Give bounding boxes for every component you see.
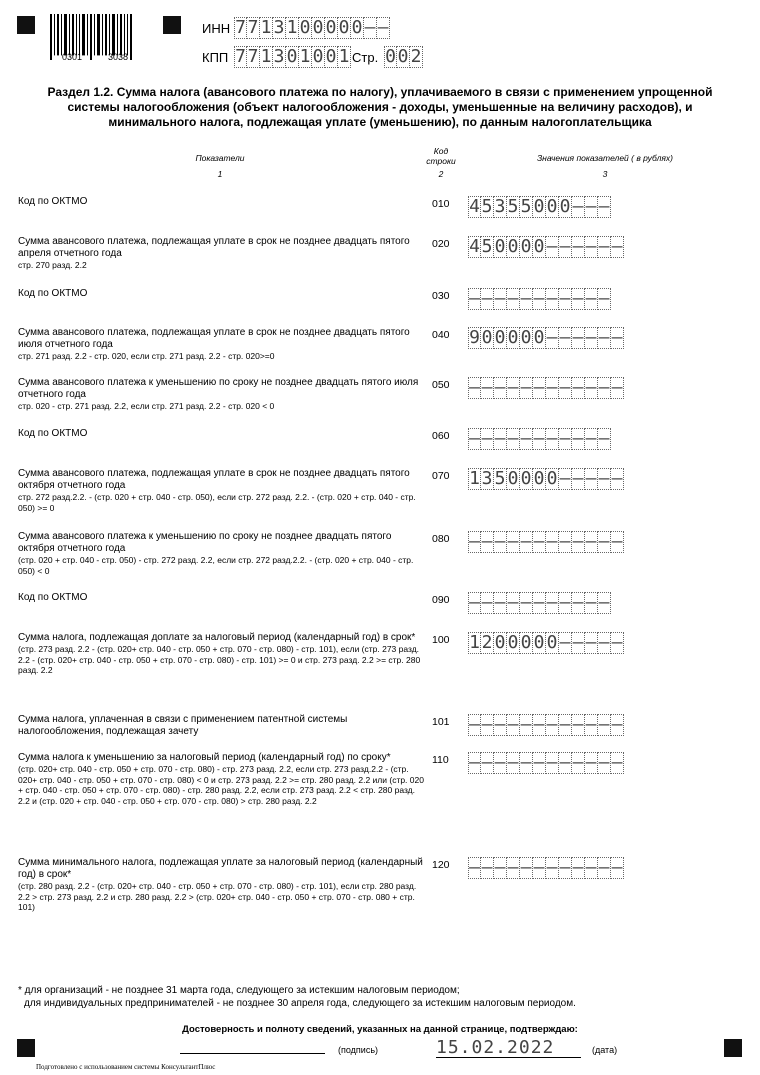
digit-cell[interactable]: – xyxy=(533,714,545,735)
digit-cell[interactable]: – xyxy=(546,857,558,878)
digit-cell[interactable]: – xyxy=(520,857,532,878)
digit-cell[interactable]: – xyxy=(559,236,571,257)
column-header-values: Значения показателей ( в рублях) xyxy=(536,153,674,163)
row-label-text: Сумма авансового платежа, подлежащая уплате в срок не позднее двадцать пятого октября отчетного года xyxy=(18,468,410,491)
digit-cell[interactable]: – xyxy=(546,236,558,257)
row-label-110 xyxy=(18,752,428,806)
digit-cell[interactable]: – xyxy=(611,531,623,552)
digit-cell[interactable]: 0 xyxy=(533,196,545,217)
row-label-text: Код по ОКТМО xyxy=(18,288,88,299)
digit-cell[interactable]: – xyxy=(598,428,610,449)
digit-cell[interactable]: 5 xyxy=(481,196,493,217)
digit-cell[interactable]: 1 xyxy=(338,46,350,67)
digit-cell[interactable]: 0 xyxy=(520,327,532,348)
row-label-120 xyxy=(18,857,428,913)
digit-cell[interactable]: – xyxy=(481,592,493,613)
row-label-text: Сумма налога к уменьшению за налоговый период (календарный год) по сроку* xyxy=(18,752,391,763)
digit-cell[interactable]: 0 xyxy=(546,196,558,217)
digit-cell[interactable]: – xyxy=(546,752,558,773)
column-number-3: 3 xyxy=(602,169,608,179)
digit-cell[interactable]: – xyxy=(598,632,610,653)
row-label-text: Сумма минимального налога, подлежащая уплате за налоговый период (календарный год) в срок* xyxy=(18,857,423,880)
digit-cell[interactable]: 0 xyxy=(533,236,545,257)
digit-cell[interactable]: – xyxy=(611,377,623,398)
row-label-080 xyxy=(18,531,428,576)
corner-marker-bottom-right xyxy=(724,1039,742,1057)
digit-cell[interactable]: – xyxy=(559,327,571,348)
row-label-030 xyxy=(18,288,428,300)
row-label-020 xyxy=(18,236,428,271)
row-code-070: 070 xyxy=(432,470,450,482)
digit-cell[interactable]: 3 xyxy=(494,196,506,217)
digit-cell[interactable]: 2 xyxy=(410,46,422,67)
digit-cell[interactable]: 5 xyxy=(520,196,532,217)
digit-cell[interactable]: – xyxy=(494,428,506,449)
digit-cell[interactable]: – xyxy=(494,288,506,309)
digit-cell[interactable]: 0 xyxy=(546,632,558,653)
digit-cell[interactable]: 0 xyxy=(533,632,545,653)
digit-cell[interactable]: – xyxy=(469,531,480,552)
row-label-text: Сумма налога, уплаченная в связи с применением патентной системы налогообложения, подлежащая зачету xyxy=(18,714,348,737)
digit-cell[interactable]: – xyxy=(598,592,610,613)
digit-cell[interactable]: – xyxy=(520,288,532,309)
digit-cell[interactable]: – xyxy=(572,632,584,653)
digit-cell[interactable]: 3 xyxy=(481,468,493,489)
digit-cell[interactable]: – xyxy=(559,377,571,398)
digit-cell[interactable]: – xyxy=(559,468,571,489)
digit-cell[interactable]: 5 xyxy=(507,196,519,217)
row-label-100 xyxy=(18,632,428,676)
row-label-090 xyxy=(18,592,428,604)
digit-cell[interactable]: – xyxy=(481,857,493,878)
digit-cell[interactable]: – xyxy=(585,196,597,217)
row-code-010: 010 xyxy=(432,198,450,210)
row-label-101 xyxy=(18,714,428,738)
row-value-060 xyxy=(468,428,611,450)
digit-cell[interactable]: – xyxy=(494,531,506,552)
date-label: (дата) xyxy=(592,1045,618,1055)
digit-cell[interactable]: 0 xyxy=(546,468,558,489)
digit-cell[interactable]: – xyxy=(520,752,532,773)
row-value-101 xyxy=(468,714,624,736)
row-value-040 xyxy=(468,327,624,349)
digit-cell[interactable]: – xyxy=(520,714,532,735)
digit-cell[interactable]: – xyxy=(559,288,571,309)
corner-marker-top-left xyxy=(17,16,35,34)
digit-cell[interactable]: – xyxy=(585,857,597,878)
row-formula: стр. 020 - стр. 271 разд. 2.2, если стр. 271 разд. 2.2 - стр. 020 < 0 xyxy=(18,401,275,411)
column-number-1: 1 xyxy=(217,169,223,179)
digit-cell[interactable]: – xyxy=(469,752,480,773)
digit-cell[interactable]: – xyxy=(559,752,571,773)
digit-cell[interactable]: – xyxy=(507,592,519,613)
digit-cell[interactable]: – xyxy=(481,428,493,449)
digit-cell[interactable]: – xyxy=(572,592,584,613)
digit-cell[interactable]: – xyxy=(546,714,558,735)
digit-cell[interactable]: – xyxy=(364,17,376,38)
row-value-100 xyxy=(468,632,624,654)
barcode-number-right: 3038 xyxy=(108,52,129,62)
signature-line[interactable] xyxy=(180,1053,325,1054)
digit-cell[interactable]: – xyxy=(546,531,558,552)
digit-cell[interactable]: – xyxy=(572,714,584,735)
row-formula: стр. 271 разд. 2.2 - стр. 020, если стр. 271 разд. 2.2 - стр. 020>=0 xyxy=(18,351,275,361)
digit-cell[interactable]: – xyxy=(598,288,610,309)
row-formula: (стр. 020 + стр. 040 - стр. 050) - стр. 272 разд. 2.2, если стр. 272 разд.2.2. - (стр. 020 + стр. 040 - стр. 050) < 0 xyxy=(18,555,414,576)
digit-cell[interactable]: – xyxy=(611,327,623,348)
digit-cell[interactable]: – xyxy=(520,428,532,449)
digit-cell[interactable]: – xyxy=(598,196,610,217)
digit-cell[interactable]: – xyxy=(507,288,519,309)
row-label-text: Сумма авансового платежа, подлежащая уплате в срок не позднее двадцать пятого июля отчетного года xyxy=(18,327,410,350)
digit-cell[interactable]: – xyxy=(572,327,584,348)
digit-cell[interactable]: – xyxy=(533,531,545,552)
digit-cell[interactable]: – xyxy=(585,468,597,489)
column-number-2: 2 xyxy=(438,169,444,179)
digit-cell[interactable]: – xyxy=(559,714,571,735)
corner-marker-bottom-left xyxy=(17,1039,35,1057)
digit-cell[interactable]: – xyxy=(494,592,506,613)
digit-cell[interactable]: – xyxy=(481,377,493,398)
digit-cell[interactable]: – xyxy=(507,377,519,398)
row-formula: (стр. 020+ стр. 040 - стр. 050 + стр. 070 - стр. 080) - стр. 273 разд. 2.2, если стр. 273 разд.2.2 - (стр. 020+ стр. 040 - стр. 050 + стр. 070 - стр. 080) < 0 и стр. 273 разд. 2.2 >= стр. 280 разд. 2.2 или (стр. 020 + стр. 040 - стр. 050 + стр. 070 - стр. 080) - стр. 280 разд. 2.2, если стр. 273 разд. 2.2 < стр. 280 разд. 2.2 и (стр. 020 + стр. 040 - стр. 050 + стр. 070 - стр. 080) > стр. 280 разд. 2.2 xyxy=(18,764,424,806)
digit-cell[interactable]: 0 xyxy=(533,327,545,348)
digit-cell[interactable]: – xyxy=(507,531,519,552)
row-label-text: Код по ОКТМО xyxy=(18,428,88,439)
digit-cell[interactable]: – xyxy=(585,632,597,653)
row-label-060 xyxy=(18,428,428,440)
row-code-040: 040 xyxy=(432,329,450,341)
digit-cell[interactable]: 0 xyxy=(312,17,324,38)
digit-cell[interactable]: 0 xyxy=(533,468,545,489)
row-formula: стр. 272 разд.2.2. - (стр. 020 + стр. 040 - стр. 050), если стр. 272 разд. 2.2. - (стр. 020 + стр. 040 - стр. 050) >= 0 xyxy=(18,492,416,513)
row-code-080: 080 xyxy=(432,533,450,545)
digit-cell[interactable]: – xyxy=(469,857,480,878)
digit-cell[interactable]: – xyxy=(546,428,558,449)
digit-cell[interactable]: 1 xyxy=(260,17,272,38)
digit-cell[interactable]: – xyxy=(494,752,506,773)
digit-cell[interactable]: – xyxy=(572,196,584,217)
digit-cell[interactable]: – xyxy=(546,377,558,398)
row-label-text: Сумма налога, подлежащая доплате за налоговый период (календарный год) в срок* xyxy=(18,632,416,643)
digit-cell[interactable]: – xyxy=(469,592,480,613)
digit-cell[interactable]: – xyxy=(559,531,571,552)
row-value-120 xyxy=(468,857,624,879)
digit-cell[interactable]: – xyxy=(546,592,558,613)
digit-cell[interactable]: – xyxy=(572,468,584,489)
digit-cell[interactable]: – xyxy=(520,377,532,398)
row-value-030 xyxy=(468,288,611,310)
row-formula: (стр. 273 разд. 2.2 - (стр. 020+ стр. 040 - стр. 050 + стр. 070 - стр. 080) - стр. 101), если (стр. 273 разд. 2.2 - (стр. 020+ стр. 040 - стр. 050 + стр. 070 - стр. 080) - стр. 101) >= 0 и стр. 273 разд. 2.2 >= стр. 280 разд. 2.2 xyxy=(18,644,421,675)
row-code-110: 110 xyxy=(432,754,449,766)
digit-cell[interactable]: 0 xyxy=(520,632,532,653)
digit-cell[interactable]: – xyxy=(494,857,506,878)
row-label-010 xyxy=(18,196,428,208)
digit-cell[interactable]: 7 xyxy=(247,46,259,67)
digit-cell[interactable]: – xyxy=(585,531,597,552)
digit-cell[interactable]: – xyxy=(572,377,584,398)
digit-cell[interactable]: – xyxy=(507,752,519,773)
digit-cell[interactable]: 0 xyxy=(494,236,506,257)
row-label-text: Сумма авансового платежа, подлежащая уплате в срок не позднее двадцать пятого апреля отчетного года xyxy=(18,236,410,259)
digit-cell[interactable]: – xyxy=(559,592,571,613)
row-label-070 xyxy=(18,468,428,513)
digit-cell[interactable]: – xyxy=(546,327,558,348)
row-formula: стр. 270 разд. 2.2 xyxy=(18,260,87,270)
digit-cell[interactable]: – xyxy=(611,632,623,653)
digit-cell[interactable]: – xyxy=(533,857,545,878)
digit-cell[interactable]: – xyxy=(559,857,571,878)
digit-cell[interactable]: – xyxy=(507,714,519,735)
date-line xyxy=(436,1057,581,1058)
digit-cell[interactable]: 0 xyxy=(397,46,409,67)
digit-cell[interactable]: 2 xyxy=(481,632,493,653)
digit-cell[interactable]: 0 xyxy=(507,327,519,348)
row-value-020 xyxy=(468,236,624,258)
row-value-110 xyxy=(468,752,624,774)
digit-cell[interactable]: – xyxy=(559,428,571,449)
digit-cell[interactable]: 0 xyxy=(286,46,298,67)
digit-cell[interactable]: 0 xyxy=(312,46,324,67)
digit-cell[interactable]: 7 xyxy=(235,17,246,38)
digit-cell[interactable]: – xyxy=(611,752,623,773)
row-value-050 xyxy=(468,377,624,399)
row-code-030: 030 xyxy=(432,290,450,302)
digit-cell[interactable]: – xyxy=(611,468,623,489)
row-value-010 xyxy=(468,196,611,218)
kpp-label: КПП xyxy=(202,50,229,65)
digit-cell[interactable]: 0 xyxy=(559,196,571,217)
digit-cell[interactable]: – xyxy=(520,531,532,552)
row-value-090 xyxy=(468,592,611,614)
digit-cell[interactable]: – xyxy=(520,592,532,613)
row-value-070 xyxy=(468,468,624,490)
digit-cell[interactable]: 0 xyxy=(325,46,337,67)
page-label: Стр. xyxy=(352,50,379,65)
row-code-090: 090 xyxy=(432,594,450,606)
digit-cell[interactable]: – xyxy=(507,857,519,878)
digit-cell[interactable]: – xyxy=(546,288,558,309)
digit-cell[interactable]: – xyxy=(598,327,610,348)
digit-cell[interactable]: – xyxy=(481,288,493,309)
digit-cell[interactable]: – xyxy=(585,428,597,449)
digit-cell[interactable]: 1 xyxy=(469,468,480,489)
row-label-050 xyxy=(18,377,428,412)
digit-cell[interactable]: 0 xyxy=(299,17,311,38)
digit-cell[interactable]: – xyxy=(481,752,493,773)
row-formula: (стр. 280 разд. 2.2 - (стр. 020+ стр. 040 - стр. 050 + стр. 070 - стр. 080) - стр. 101), если стр. 280 разд. 2.2 > стр. 273 разд. 2.2 и стр. 280 разд. 2.2 > (стр. 020+ стр. 040 - стр. 050 + стр. 070 - стр. 080 + стр. 101) xyxy=(18,881,417,912)
digit-cell[interactable]: – xyxy=(598,857,610,878)
row-code-020: 020 xyxy=(432,238,450,250)
digit-cell[interactable]: 0 xyxy=(520,236,532,257)
digit-cell[interactable]: 1 xyxy=(469,632,480,653)
digit-cell[interactable]: 0 xyxy=(507,468,519,489)
digit-cell[interactable]: – xyxy=(469,428,480,449)
digit-cell[interactable]: – xyxy=(572,752,584,773)
digit-cell[interactable]: – xyxy=(533,752,545,773)
digit-cell[interactable]: – xyxy=(611,236,623,257)
digit-cell[interactable]: – xyxy=(598,714,610,735)
digit-cell[interactable]: 5 xyxy=(481,236,493,257)
digit-cell[interactable]: – xyxy=(585,377,597,398)
digit-cell[interactable]: – xyxy=(585,288,597,309)
row-code-101: 101 xyxy=(432,716,450,728)
digit-cell[interactable]: – xyxy=(494,714,506,735)
digit-cell[interactable]: – xyxy=(585,752,597,773)
digit-cell[interactable]: – xyxy=(572,428,584,449)
corner-marker-top-right xyxy=(163,16,181,34)
digit-cell[interactable]: – xyxy=(572,236,584,257)
digit-cell[interactable]: – xyxy=(507,428,519,449)
digit-cell[interactable]: – xyxy=(572,857,584,878)
digit-cell[interactable]: – xyxy=(585,714,597,735)
digit-cell[interactable]: – xyxy=(585,236,597,257)
row-value-080 xyxy=(468,531,624,553)
digit-cell[interactable]: – xyxy=(598,531,610,552)
digit-cell[interactable]: – xyxy=(598,377,610,398)
digit-cell[interactable]: 0 xyxy=(520,468,532,489)
digit-cell[interactable]: 1 xyxy=(299,46,311,67)
digit-cell[interactable]: 1 xyxy=(286,17,298,38)
digit-cell[interactable]: – xyxy=(598,468,610,489)
digit-cell[interactable]: – xyxy=(481,714,493,735)
digit-cell[interactable]: – xyxy=(533,428,545,449)
digit-cell[interactable]: – xyxy=(598,236,610,257)
footnote-line-2: для индивидуальных предпринимателей - не позднее 30 апреля года, следующего за истекшим налоговым периодом. xyxy=(24,998,576,1009)
digit-cell[interactable]: – xyxy=(377,17,389,38)
section-title: Раздел 1.2. Сумма налога (авансового платежа по налогу), уплачиваемого в связи с применением упрощенной системы налогообложения (объект налогообложения - доходы, уменьшенные на величину расходов), и минимального налога, подлежащая уплате (уменьшению), по данным налогоплательщика xyxy=(47,85,713,129)
digit-cell[interactable]: 0 xyxy=(494,632,506,653)
column-header-line-code: Код строки xyxy=(426,146,456,166)
row-label-text: Код по ОКТМО xyxy=(18,196,88,207)
digit-cell[interactable]: 0 xyxy=(385,46,396,67)
row-code-060: 060 xyxy=(432,430,450,442)
digit-cell[interactable]: – xyxy=(572,288,584,309)
digit-cell[interactable]: 0 xyxy=(507,632,519,653)
row-code-050: 050 xyxy=(432,379,450,391)
digit-cell[interactable]: 7 xyxy=(235,46,246,67)
kpp-field xyxy=(234,46,351,68)
digit-cell[interactable]: – xyxy=(494,377,506,398)
digit-cell[interactable]: – xyxy=(598,752,610,773)
row-label-text: Сумма авансового платежа к уменьшению по сроку не позднее двадцать пятого июля отчетного года xyxy=(18,377,419,400)
digit-cell[interactable]: 5 xyxy=(494,468,506,489)
digit-cell[interactable]: 4 xyxy=(469,196,480,217)
inn-label: ИНН xyxy=(202,21,231,36)
digit-cell[interactable]: – xyxy=(481,531,493,552)
digit-cell[interactable]: – xyxy=(572,531,584,552)
digit-cell[interactable]: – xyxy=(611,714,623,735)
inn-field xyxy=(234,17,390,39)
signature-label: (подпись) xyxy=(338,1045,379,1055)
digit-cell[interactable]: 0 xyxy=(507,236,519,257)
digit-cell[interactable]: – xyxy=(533,377,545,398)
digit-cell[interactable]: 0 xyxy=(494,327,506,348)
row-code-100: 100 xyxy=(432,634,450,646)
digit-cell[interactable]: 0 xyxy=(481,327,493,348)
barcode-number-left: 0301 xyxy=(62,52,83,62)
digit-cell[interactable]: – xyxy=(585,327,597,348)
prepared-by-note: Подготовлено с использованием системы КонсультантПлюс xyxy=(36,1063,216,1071)
date-value: 15.02.2022 xyxy=(436,1037,555,1058)
row-label-text: Сумма авансового платежа к уменьшению по сроку не позднее двадцать пятого октября отчетного года xyxy=(18,531,392,554)
digit-cell[interactable]: 3 xyxy=(273,46,285,67)
digit-cell[interactable]: – xyxy=(533,592,545,613)
digit-cell[interactable]: – xyxy=(469,714,480,735)
digit-cell[interactable]: 9 xyxy=(469,327,480,348)
row-code-120: 120 xyxy=(432,859,450,871)
digit-cell[interactable]: 3 xyxy=(273,17,285,38)
row-label-040 xyxy=(18,327,428,362)
digit-cell[interactable]: 7 xyxy=(247,17,259,38)
digit-cell[interactable]: 4 xyxy=(469,236,480,257)
digit-cell[interactable]: 0 xyxy=(351,17,363,38)
page-number-field xyxy=(384,46,423,68)
digit-cell[interactable]: – xyxy=(559,632,571,653)
digit-cell[interactable]: 1 xyxy=(260,46,272,67)
confirmation-statement: Достоверность и полноту сведений, указанных на данной странице, подтверждаю: xyxy=(182,1024,578,1035)
row-label-text: Код по ОКТМО xyxy=(18,592,88,603)
digit-cell[interactable]: – xyxy=(533,288,545,309)
digit-cell[interactable]: – xyxy=(469,377,480,398)
column-header-indicators: Показатели xyxy=(195,153,245,163)
footnote-line-1: * для организаций - не позднее 31 марта года, следующего за истекшим налоговым периодом; xyxy=(18,985,460,996)
digit-cell[interactable]: – xyxy=(585,592,597,613)
digit-cell[interactable]: 0 xyxy=(325,17,337,38)
digit-cell[interactable]: 0 xyxy=(338,17,350,38)
digit-cell[interactable]: – xyxy=(469,288,480,309)
digit-cell[interactable]: – xyxy=(611,857,623,878)
